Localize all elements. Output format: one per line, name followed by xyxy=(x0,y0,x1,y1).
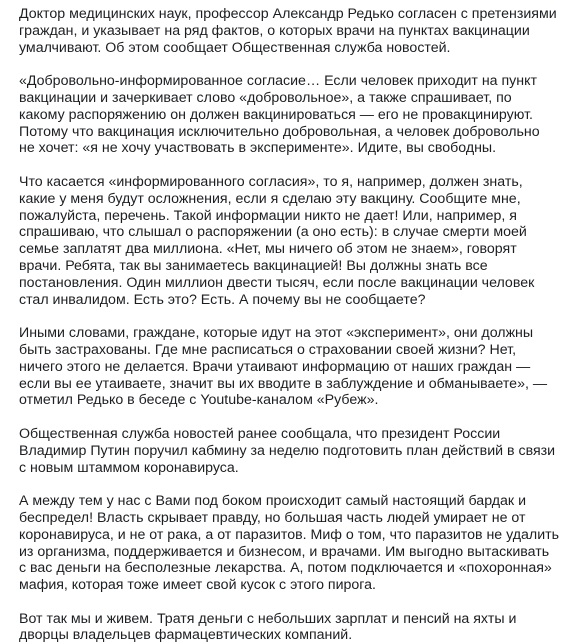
paragraph-insurance: Иными словами, граждане, которые идут на этот «эксперимент», они должны быть застрахованы. Где мне расписаться о страховании своей жизни? Нет, ничего этого не делается. Врачи утаивают информацию от наших граждан — если вы ее утаиваете, значит вы их вводите в заблуждение и обманываете», — отметил Редько в беседе с Youtube-каналом «Рубеж». xyxy=(19,325,548,409)
paragraph-conclusion: Вот так мы и живем. Тратя деньги с небольших зарплат и пенсий на яхты и дворцы владельцев фармацевтических компаний. xyxy=(19,610,517,644)
paragraph-parasites: А между тем у нас с Вами под боком происходит самый настоящий бардак и беспредел! Власть скрывает правду, но большая часть людей умирает не от коронавируса, и не от рака, а от паразитов. Миф о том, что паразитов не удалить из организма, поддерживается и бизнесом, и врачами. Им выгодно вытаскивать с вас деньги на бесполезные лекарства. А, потом подключается и «похоронная» мафия, которая тоже имеет свой кусок с этого пирога. xyxy=(19,493,560,594)
paragraph-intro: Доктор медицинских наук, профессор Александр Редько согласен с претензиями граждан, и указывает на ряд фактов, о которых врачи на пунктах вакцинации умалчивают. Об этом сообщает Общественная служба новостей. xyxy=(19,6,557,56)
paragraph-informed-consent: Что касается «информированного согласия», то я, например, должен знать, какие у меня будут осложнения, если я сделаю эту вакцину. Сообщите мне, пожалуйста, перечень. Такой информации никто не дает! Или, например, я спрашиваю, что слышал о распоряжении (а оно есть): в случае смерти моей семье заплатят два миллиона. «Нет, мы ничего об этом не знаем», говорят врачи. Ребята, так вы занимаетесь вакцинацией! Вы должны знать все постановления. Один миллион двести тысяч, если после вакцинации человек стал инвалидом. Есть это? Есть. А почему вы не сообщаете? xyxy=(19,173,535,308)
post-body xyxy=(19,6,559,644)
paragraph-quote-consent: «Добровольно-информированное согласие… Если человек приходит на пункт вакцинации и зачеркивает слово «добровольное», а также спрашивает, по какому распоряжению он должен вакцинироваться — его не провакцинируют. Потому что вакцинация исключительно добровольная, а человек добровольно не хочет: «я не хочу участвовать в эксперименте». Идите, вы свободны. xyxy=(19,73,540,157)
paragraph-president: Общественная служба новостей ранее сообщала, что президент России Владимир Путин поручил кабмину за неделю подготовить план действий в связи с новым штаммом коронавируса. xyxy=(19,425,556,476)
